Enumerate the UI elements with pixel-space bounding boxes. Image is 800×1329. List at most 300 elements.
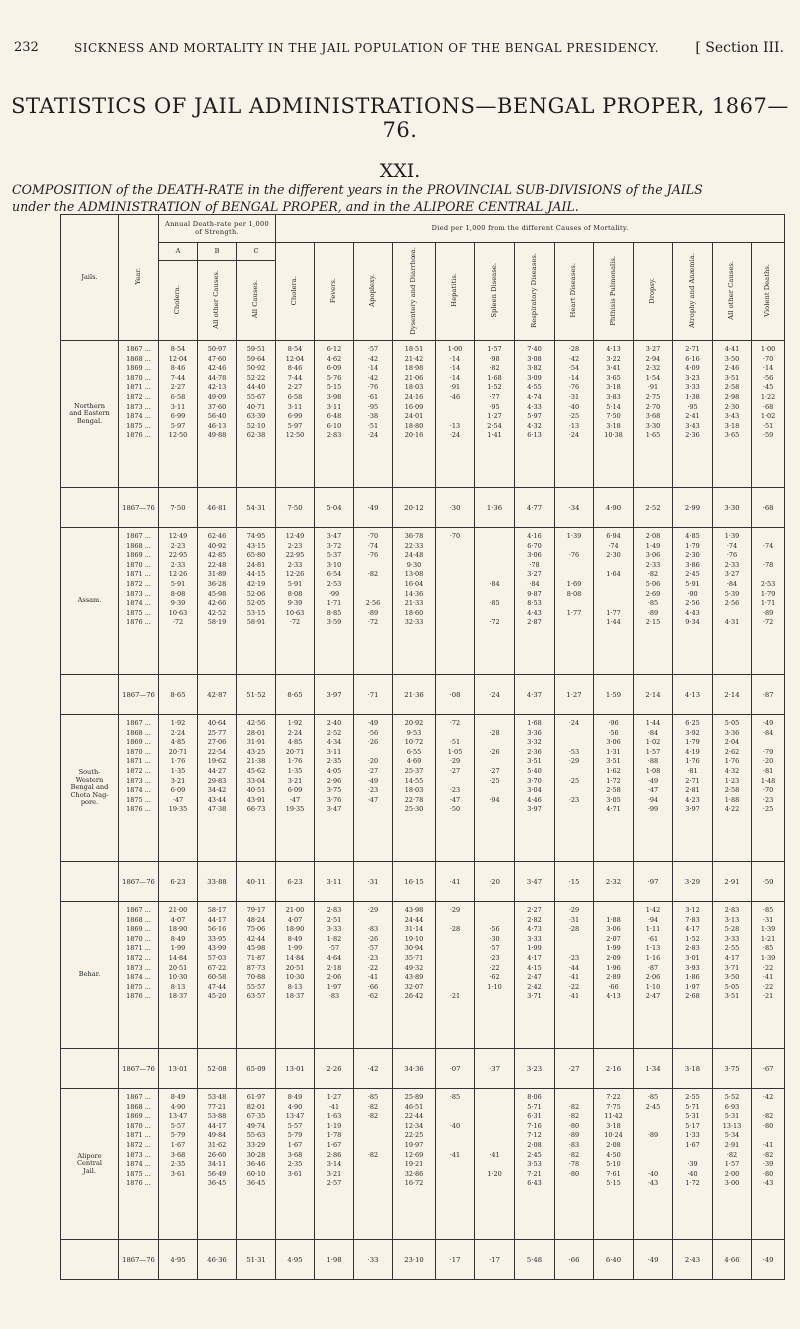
data-value: 2·46 xyxy=(724,364,740,373)
data-value: 3·71 xyxy=(527,992,542,1001)
data-value: 31·91 xyxy=(246,738,266,747)
data-cell xyxy=(436,528,475,675)
data-value: ·47 xyxy=(367,795,379,804)
data-value xyxy=(476,1141,513,1151)
data-value xyxy=(355,1170,391,1180)
data-value: ·49 xyxy=(647,776,659,785)
year-value: 1872 ... xyxy=(126,579,151,588)
average-value: ·33 xyxy=(354,1240,393,1280)
data-value xyxy=(437,983,473,993)
data-value xyxy=(437,1131,473,1141)
data-value xyxy=(355,805,391,815)
data-value: ·82 xyxy=(762,1150,774,1159)
average-value: 4·13 xyxy=(673,675,713,715)
data-value: ·41 xyxy=(328,1102,340,1111)
data-value: 2·27 xyxy=(170,383,186,392)
year-value: 1874 ... xyxy=(126,1160,151,1169)
average-value: 1·59 xyxy=(594,675,634,715)
data-value: 5·97 xyxy=(287,421,303,430)
col-header-spleen: Spleen Disease. xyxy=(475,243,515,341)
data-value: 3·82 xyxy=(527,364,542,373)
average-value: 8·65 xyxy=(276,675,315,715)
data-cell xyxy=(713,715,752,862)
data-value: 3·71 xyxy=(724,963,740,972)
data-value xyxy=(753,1131,783,1141)
data-cell xyxy=(555,902,594,1049)
data-value: 6·10 xyxy=(326,421,342,430)
col-header-rate-all: All Causes. xyxy=(237,261,276,341)
data-cell xyxy=(436,902,475,1049)
data-value xyxy=(437,777,473,787)
data-cell xyxy=(276,341,315,488)
data-value: ·84 xyxy=(647,728,659,737)
data-value xyxy=(556,570,592,580)
data-value: 18·37 xyxy=(168,992,188,1001)
data-value: 1·76 xyxy=(685,757,700,766)
data-value: 60·10 xyxy=(246,1169,266,1178)
data-value xyxy=(437,561,473,571)
data-cell xyxy=(673,528,713,675)
data-value: 36·28 xyxy=(207,579,227,588)
data-value: 37·60 xyxy=(207,402,227,411)
data-value xyxy=(437,973,473,983)
data-cell xyxy=(555,341,594,488)
data-value: ·61 xyxy=(647,934,659,943)
data-value: ·57 xyxy=(367,345,379,353)
year-value: 1870 ... xyxy=(126,373,151,382)
data-value xyxy=(437,609,473,619)
data-value xyxy=(556,1093,592,1103)
data-value: 25·30 xyxy=(404,805,424,814)
data-value: 2·83 xyxy=(326,431,342,440)
data-value xyxy=(595,590,632,600)
average-period: 1867—76 xyxy=(119,488,159,528)
data-value: ·13 xyxy=(449,421,461,430)
data-value: ·79 xyxy=(762,747,774,756)
data-value: 2·08 xyxy=(606,1140,621,1149)
data-value: 4·23 xyxy=(685,795,700,804)
data-cell xyxy=(555,1089,594,1240)
data-value: ·22 xyxy=(489,963,500,972)
data-value: 36·78 xyxy=(404,532,424,540)
data-value xyxy=(437,551,473,561)
data-value: 42·13 xyxy=(207,383,227,392)
data-value: ·45 xyxy=(762,383,774,392)
data-value: 4·55 xyxy=(527,383,542,392)
data-value: 1·67 xyxy=(685,1140,700,1149)
jail-name-line: Behar. xyxy=(78,970,101,979)
data-value xyxy=(556,618,592,628)
data-value: ·22 xyxy=(367,963,379,972)
data-value: ·29 xyxy=(449,906,461,914)
data-value xyxy=(556,944,592,954)
year-value: 1869 ... xyxy=(126,551,151,560)
data-value: ·56 xyxy=(762,373,774,382)
data-value: 3·33 xyxy=(326,925,342,934)
year-value: 1871 ... xyxy=(126,1131,151,1140)
average-value: 1·98 xyxy=(315,1240,354,1280)
data-value: 4·17 xyxy=(527,953,542,962)
average-value: ·27 xyxy=(555,1049,594,1089)
data-value: 14·36 xyxy=(404,589,424,598)
data-cell xyxy=(515,715,555,862)
year-value: 1875 ... xyxy=(126,608,151,617)
jail-name xyxy=(61,1089,119,1240)
data-value: 4·07 xyxy=(287,915,303,924)
data-value: 1·23 xyxy=(724,776,740,785)
data-value: 11·42 xyxy=(604,1112,623,1121)
average-value: ·97 xyxy=(634,862,673,902)
data-value: 22·25 xyxy=(404,1131,424,1140)
data-value: 3·06 xyxy=(527,551,542,560)
data-value: 5·15 xyxy=(326,383,342,392)
data-value: 36·46 xyxy=(246,1160,266,1169)
jail-name-line: Jail. xyxy=(83,1166,96,1175)
data-value: 10·30 xyxy=(285,973,305,982)
data-value: 9·39 xyxy=(170,599,186,608)
data-value: ·25 xyxy=(762,805,774,814)
data-value: ·57 xyxy=(367,944,379,953)
data-value: 10·24 xyxy=(604,1131,623,1140)
year-value: 1868 ... xyxy=(126,354,151,363)
year-value: 1875 ... xyxy=(126,1169,151,1178)
data-value: 4·90 xyxy=(287,1102,303,1111)
data-value xyxy=(476,561,513,571)
data-value: ·23 xyxy=(489,953,500,962)
data-value: ·41 xyxy=(449,1150,461,1159)
data-value: 5·57 xyxy=(287,1121,303,1130)
data-value: 7·21 xyxy=(527,1169,542,1178)
data-value: 20·71 xyxy=(285,747,305,756)
data-value: 3·65 xyxy=(606,373,621,382)
data-value: ·41 xyxy=(568,992,580,1001)
data-value: 3·11 xyxy=(170,402,186,411)
data-value: 1·96 xyxy=(606,963,621,972)
average-row xyxy=(61,488,785,528)
year-value: 1872 ... xyxy=(126,392,151,401)
data-value: 53·48 xyxy=(207,1093,227,1101)
data-value: 5·37 xyxy=(326,551,342,560)
data-value: 3·86 xyxy=(685,560,700,569)
data-value: ·76 xyxy=(568,383,580,392)
data-cell xyxy=(634,902,673,1049)
data-value: ·70 xyxy=(367,532,379,540)
data-value: 1·99 xyxy=(527,944,542,953)
data-value: 8·49 xyxy=(287,1093,303,1101)
data-value: 34·42 xyxy=(207,786,227,795)
data-value xyxy=(437,1170,473,1180)
data-value xyxy=(437,944,473,954)
data-value: 60·58 xyxy=(207,973,227,982)
data-value xyxy=(437,1112,473,1122)
data-value: 4·17 xyxy=(724,953,740,962)
data-value xyxy=(437,580,473,590)
data-value: ·89 xyxy=(762,608,774,617)
year-value: 1869 ... xyxy=(126,364,151,373)
data-value: ·85 xyxy=(449,1093,461,1101)
col-header-heart: Heart Diseases. xyxy=(555,243,594,341)
data-value: 19·62 xyxy=(207,757,227,766)
data-cell xyxy=(594,1089,634,1240)
data-value: 14·55 xyxy=(404,776,424,785)
data-value: 52·22 xyxy=(246,373,266,382)
data-value: 12·04 xyxy=(285,354,305,363)
data-value xyxy=(595,906,632,916)
data-cell xyxy=(515,528,555,675)
data-value xyxy=(437,570,473,580)
average-value: 2·14 xyxy=(713,675,752,715)
data-cell xyxy=(555,715,594,862)
data-value: 3·00 xyxy=(724,1179,740,1188)
data-value: 1·05 xyxy=(447,747,463,756)
data-value: 2·27 xyxy=(287,383,303,392)
data-value: 3·21 xyxy=(287,776,303,785)
data-value: 3·18 xyxy=(606,1121,621,1130)
jail-name-line: Northern xyxy=(73,401,106,410)
data-value: ·98 xyxy=(489,354,500,363)
data-value: ·31 xyxy=(568,392,580,401)
average-row xyxy=(61,862,785,902)
jail-name-line: Bengal. xyxy=(76,416,103,425)
data-value: ·91 xyxy=(449,383,461,392)
data-value: ·23 xyxy=(367,786,379,795)
average-value: 1·34 xyxy=(634,1049,673,1089)
data-value xyxy=(476,1122,513,1132)
data-value: 3·22 xyxy=(606,354,621,363)
year-value: 1867 ... xyxy=(126,906,151,914)
data-value xyxy=(595,580,632,590)
data-value: 52·06 xyxy=(246,589,266,598)
data-value: 1·52 xyxy=(685,934,700,943)
data-value: ·76 xyxy=(367,551,379,560)
average-value: 8·65 xyxy=(159,675,198,715)
data-value: 2·30 xyxy=(685,551,700,560)
data-value: 30·94 xyxy=(404,944,424,953)
data-cell xyxy=(594,528,634,675)
data-value: 8·46 xyxy=(170,364,186,373)
data-cell xyxy=(159,528,198,675)
data-value: ·94 xyxy=(647,915,659,924)
data-value xyxy=(437,916,473,926)
data-value: ·21 xyxy=(762,992,774,1001)
data-value: 50·97 xyxy=(207,345,227,353)
jail-name xyxy=(61,528,119,675)
data-value: 2·52 xyxy=(326,728,342,737)
data-value: 9·34 xyxy=(685,618,700,627)
data-cell xyxy=(237,341,276,488)
data-value: ·22 xyxy=(762,963,774,972)
data-value xyxy=(476,532,513,542)
data-value: ·89 xyxy=(367,608,379,617)
data-value: 19·35 xyxy=(285,805,305,814)
data-value xyxy=(476,738,513,748)
data-value: 26·60 xyxy=(207,1150,227,1159)
data-value: 56·16 xyxy=(207,925,227,934)
data-value: ·76 xyxy=(367,383,379,392)
data-value: 2·56 xyxy=(365,599,381,608)
data-value: 3·18 xyxy=(724,421,740,430)
data-value: 3·14 xyxy=(326,1160,342,1169)
data-cell xyxy=(713,902,752,1049)
col-header-other-causes: All other Causes. xyxy=(713,243,752,341)
year-value: 1875 ... xyxy=(126,982,151,991)
data-cell xyxy=(515,1089,555,1240)
data-value: 2·41 xyxy=(685,412,700,421)
data-value: ·82 xyxy=(367,1102,379,1111)
data-value: ·74 xyxy=(726,541,738,550)
data-value: 1·16 xyxy=(645,953,661,962)
data-value: ·49 xyxy=(367,776,379,785)
data-value: 4·85 xyxy=(170,738,186,747)
data-value: 56·49 xyxy=(207,1169,227,1178)
data-value: 1·00 xyxy=(760,345,776,353)
average-period: 1867—76 xyxy=(119,862,159,902)
data-value: 3·43 xyxy=(685,421,700,430)
data-value: ·66 xyxy=(367,982,379,991)
average-value: 4·66 xyxy=(713,1240,752,1280)
data-value: ·53 xyxy=(568,747,580,756)
data-cell xyxy=(393,715,436,862)
year-cell xyxy=(119,715,159,862)
data-value: 2·23 xyxy=(287,541,303,550)
data-cell xyxy=(315,715,354,862)
data-value: 66·73 xyxy=(246,805,266,814)
died-per-1000-header: Died per 1,000 from the different Causes of Mortality. xyxy=(276,215,785,243)
data-value: 3·10 xyxy=(326,560,342,569)
data-value: 31·14 xyxy=(404,925,424,934)
average-value: 3·18 xyxy=(673,1049,713,1089)
data-value: 50·92 xyxy=(246,364,266,373)
average-value: 2·99 xyxy=(673,488,713,528)
data-value: 43·25 xyxy=(246,747,266,756)
data-value: 5·14 xyxy=(606,402,621,411)
data-value: 3·97 xyxy=(527,805,542,814)
data-cell xyxy=(475,715,515,862)
data-value: 45·98 xyxy=(207,589,227,598)
data-value: 2·24 xyxy=(287,728,303,737)
data-value: 1·42 xyxy=(645,906,661,914)
data-value xyxy=(753,1103,783,1113)
col-header-fevers: Fevers. xyxy=(315,243,354,341)
average-value: ·17 xyxy=(436,1240,475,1280)
data-value: 3·50 xyxy=(724,973,740,982)
data-value: ·42 xyxy=(568,354,580,363)
average-value: 13·01 xyxy=(159,1049,198,1089)
data-value xyxy=(635,1141,671,1151)
data-value: 1·21 xyxy=(760,934,776,943)
data-value: 31·62 xyxy=(207,1140,227,1149)
data-value: 6·55 xyxy=(406,747,422,756)
data-value: 32·86 xyxy=(404,1169,424,1178)
data-value: 47·38 xyxy=(207,805,227,814)
col-header-rate-cholera: Cholera. xyxy=(159,261,198,341)
data-value: 2·57 xyxy=(326,1179,342,1188)
data-cell xyxy=(198,341,237,488)
data-value: 56·40 xyxy=(207,412,227,421)
data-value: 42·52 xyxy=(207,608,227,617)
data-value: 1·63 xyxy=(326,1112,342,1121)
data-cell xyxy=(436,715,475,862)
data-value: 5·06 xyxy=(645,579,661,588)
data-value: 16·72 xyxy=(404,1179,424,1188)
average-value: ·42 xyxy=(354,1049,393,1089)
data-value: 18·90 xyxy=(168,925,188,934)
data-value: ·89 xyxy=(647,1131,659,1140)
data-value: 5·31 xyxy=(685,1112,700,1121)
statistics-table xyxy=(60,214,785,1280)
data-value: ·25 xyxy=(568,412,580,421)
data-cell xyxy=(354,715,393,862)
data-value: 6·12 xyxy=(326,345,342,353)
data-value: 22·95 xyxy=(285,551,305,560)
data-cell xyxy=(752,341,785,488)
data-value: 44·78 xyxy=(207,373,227,382)
data-value: 6·99 xyxy=(170,412,186,421)
data-value: 5·52 xyxy=(724,1093,740,1101)
data-value xyxy=(556,561,592,571)
data-value: ·24 xyxy=(449,431,461,440)
data-value: ·41 xyxy=(367,973,379,982)
data-value: ·82 xyxy=(762,1112,774,1121)
data-value: 3·32 xyxy=(527,738,542,747)
data-value: 9·53 xyxy=(406,728,422,737)
data-value: ·29 xyxy=(367,906,379,914)
data-value xyxy=(635,1112,671,1122)
data-value: 6·70 xyxy=(527,541,542,550)
data-value: 12·26 xyxy=(285,570,305,579)
data-value: 5·91 xyxy=(685,579,700,588)
data-cell xyxy=(752,1089,785,1240)
data-value: 42·66 xyxy=(207,599,227,608)
data-value xyxy=(476,570,513,580)
data-value: 19·10 xyxy=(404,934,424,943)
year-value: 1870 ... xyxy=(126,747,151,756)
data-value: 5·71 xyxy=(527,1102,542,1111)
data-value: ·85 xyxy=(489,599,500,608)
data-value: 62·38 xyxy=(246,431,266,440)
data-value: ·95 xyxy=(687,402,698,411)
data-cell xyxy=(515,902,555,1049)
average-row xyxy=(61,1240,785,1280)
data-value xyxy=(476,1179,513,1189)
data-value: 18·51 xyxy=(404,345,424,353)
data-value: 2·24 xyxy=(170,728,186,737)
data-value: ·66 xyxy=(608,982,619,991)
jail-name-line: Bengal and xyxy=(70,783,109,792)
data-value: ·30 xyxy=(489,934,500,943)
data-cell xyxy=(276,715,315,862)
year-value: 1867 ... xyxy=(126,1093,151,1101)
data-value: 2·75 xyxy=(645,392,661,401)
data-value xyxy=(753,738,783,748)
data-value: 63·39 xyxy=(246,412,266,421)
data-value: 6·94 xyxy=(606,532,621,540)
data-value: 31·89 xyxy=(207,570,227,579)
data-value: ·82 xyxy=(568,1102,580,1111)
data-value: 2·89 xyxy=(606,973,621,982)
data-cell xyxy=(634,341,673,488)
data-value: 49·09 xyxy=(207,392,227,401)
year-value: 1873 ... xyxy=(126,1150,151,1159)
data-value: 8·13 xyxy=(170,982,186,991)
data-value: 57·03 xyxy=(207,953,227,962)
data-value: 5·57 xyxy=(170,1121,186,1130)
data-value: ·40 xyxy=(687,1169,698,1178)
year-value: 1871 ... xyxy=(126,757,151,766)
data-value: ·38 xyxy=(367,412,379,421)
year-cell xyxy=(119,341,159,488)
data-value: 3·36 xyxy=(724,728,740,737)
